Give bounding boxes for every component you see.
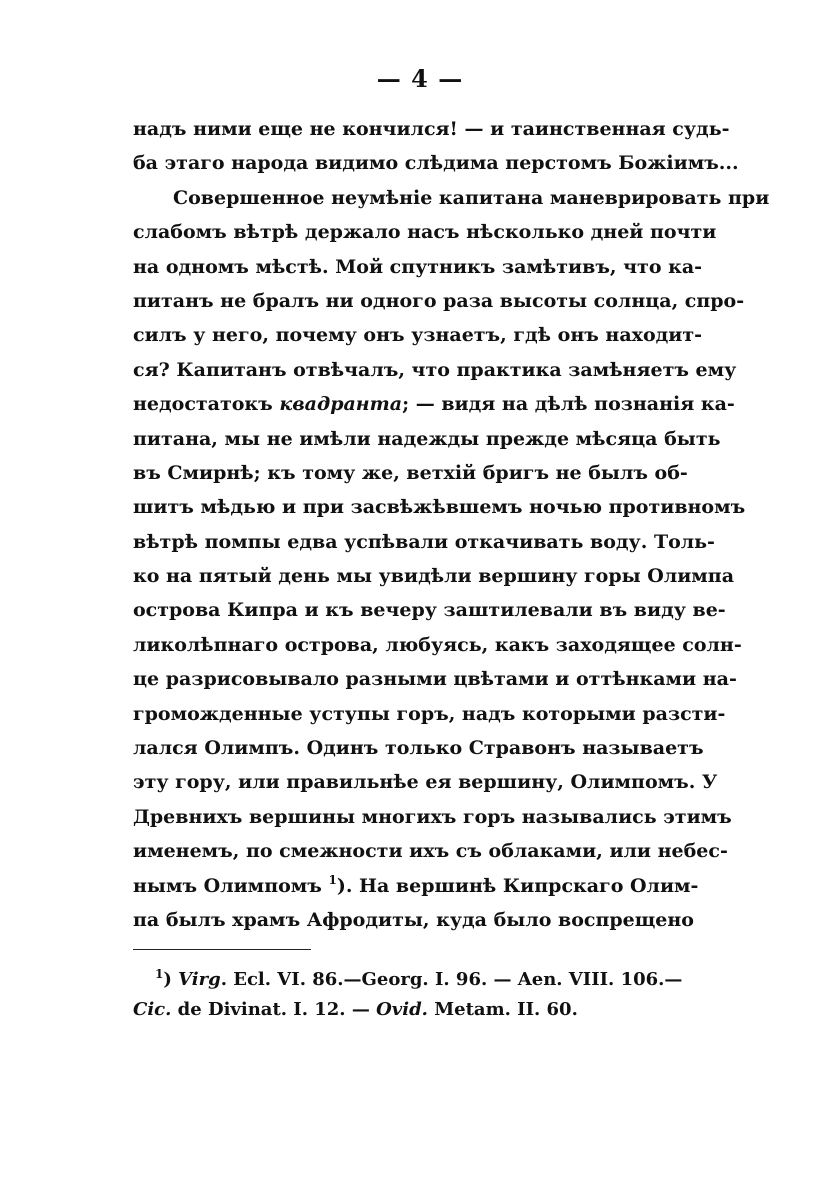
text-line: эту гору, или правильнѣе ея вершину, Олимпомъ. У	[133, 771, 718, 794]
text-line: въ Смирнѣ; къ тому же, ветхій бригъ не былъ об-	[133, 461, 688, 484]
text-line: именемъ, по смежности ихъ съ облаками, или небес-	[133, 840, 728, 863]
page-number: — 4 —	[376, 64, 464, 93]
text-line: слабомъ вѣтрѣ держало насъ нѣсколько дней почти	[133, 221, 717, 244]
text-line: питана, мы не имѣли надежды прежде мѣсяца быть	[133, 427, 721, 450]
text-line: па былъ храмъ Афродиты, куда было воспрещено	[133, 908, 694, 931]
footnotes	[133, 965, 683, 1025]
text-line: питанъ не бралъ ни одного раза высоты солнца, спро-	[133, 289, 745, 312]
text-line: громожденные уступы горъ, надъ которыми разсти-	[133, 702, 726, 725]
text-line: острова Кипра и къ вечеру заштилевали въ виду ве-	[133, 599, 726, 622]
footnote-line: $^1$) Virg. Ecl. VI. 86.—Georg. I. 96. — Aen. VIII. 106.—	[155, 967, 683, 990]
footnote-marker: 1	[155, 967, 164, 981]
text-line: на одномъ мѣстѣ. Мой спутникъ замѣтивъ, что ка-	[133, 255, 703, 278]
text-line: вѣтрѣ помпы едва успѣвали откачивать воду. Толь-	[133, 530, 715, 553]
text-line: це разрисовывало разными цвѣтами и оттѣнками на-	[133, 668, 737, 691]
footnote-divider	[133, 949, 311, 950]
text-line: ся? Капитанъ отвѣчалъ, что практика замѣняетъ ему	[133, 358, 737, 381]
text-line: Древнихъ вершины многихъ горъ назывались этимъ	[133, 805, 732, 828]
text-line: Совершенное неумѣніе капитана маневрировать при	[173, 186, 770, 209]
text-line: ко на пятый день мы увидѣли вершину горы Олимпа	[133, 565, 735, 588]
text-line: ликолѣпнаго острова, любуясь, какъ заходящее солн-	[133, 633, 742, 656]
text-line: нымъ Олимпомъ $^1$). На вершинѣ Кипрскаго Олим-	[133, 872, 699, 897]
text-line: ба этаго народа видимо слѣдима перстомъ Божіимъ...	[133, 152, 739, 175]
text-line: недостатокъ квадранта; — видя на дѣлѣ познанія ка-	[133, 393, 735, 416]
text-line: силъ у него, почему онъ узнаетъ, гдѣ онъ находит-	[133, 324, 703, 347]
footnote-reference: 1	[328, 872, 337, 887]
text-line: надъ ними еще не кончился! — и таинственная судь-	[133, 118, 730, 140]
text-line: шитъ мѣдью и при засвѣжѣвшемъ ночью противномъ	[133, 496, 746, 519]
text-line: лался Олимпъ. Одинъ только Стравонъ называетъ	[133, 737, 704, 760]
emphasis-quadrant: квадранта	[279, 393, 403, 416]
body-text	[133, 112, 770, 937]
footnote-line: Cic. de Divinat. I. 12. — Ovid. Metam. II. 60.	[133, 999, 578, 1020]
